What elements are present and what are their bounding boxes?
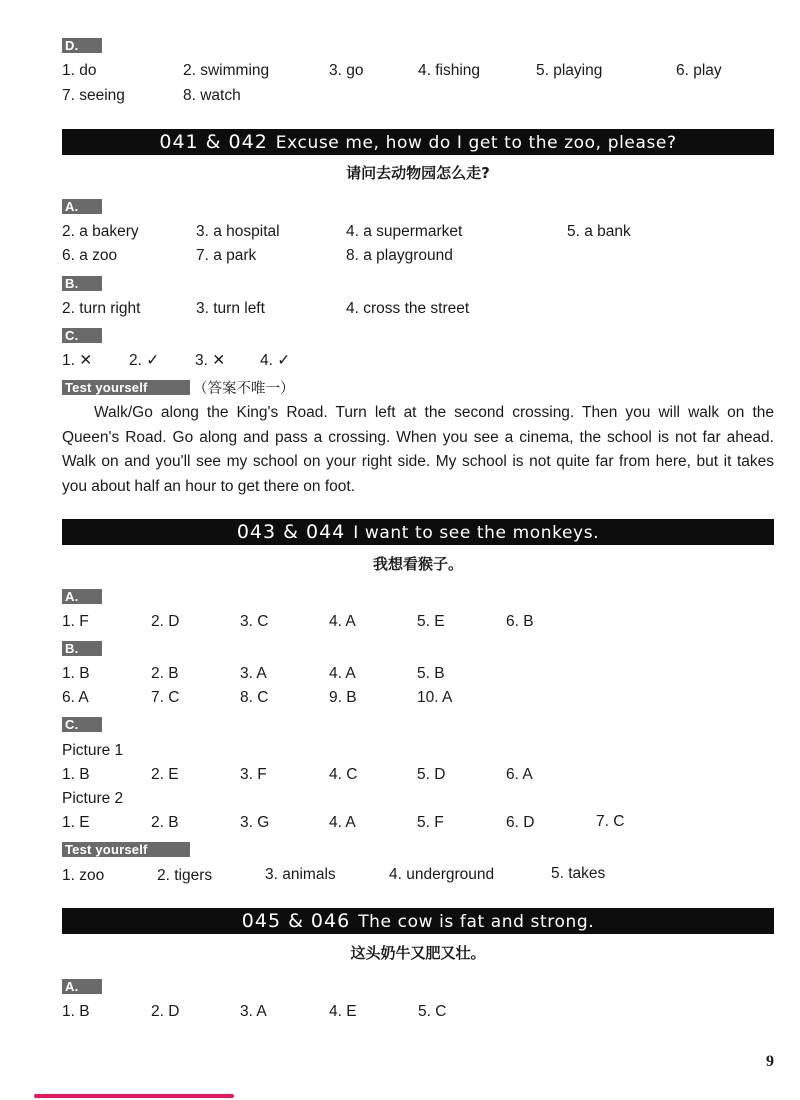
answer-item: 4. E bbox=[329, 1003, 357, 1020]
test-yourself-tag: Test yourself bbox=[62, 380, 190, 395]
answer-item: 2. B bbox=[151, 665, 179, 682]
answer-item: 6. A bbox=[506, 766, 533, 783]
unit-code: 041 & 042 bbox=[159, 131, 268, 153]
section-b-tag: B. bbox=[62, 276, 102, 291]
answer-item: 8. watch bbox=[183, 87, 241, 104]
unit-subtitle: 我想看猴子。 bbox=[372, 555, 463, 573]
answer-item: 4. underground bbox=[389, 866, 495, 883]
unit-subtitle: 请问去动物园怎么走? bbox=[346, 164, 490, 182]
answer-item: 3. animals bbox=[265, 866, 336, 883]
unit-header-041-042 bbox=[62, 129, 774, 155]
answer-item: 2. E bbox=[151, 766, 179, 783]
answer-item: 6. A bbox=[62, 689, 89, 706]
answer-item: 5. F bbox=[417, 814, 444, 831]
answer-item: 1. zoo bbox=[62, 867, 105, 884]
answer-item: 5. playing bbox=[536, 62, 603, 79]
answer-item: 4. A bbox=[329, 613, 356, 630]
answer-item: 4. C bbox=[329, 766, 358, 783]
answer-item: 7. C bbox=[151, 689, 180, 706]
answer-item: 2. a bakery bbox=[62, 223, 139, 240]
page-number: 9 bbox=[766, 1053, 774, 1070]
answer-item: 4. a supermarket bbox=[346, 223, 463, 240]
answer-item: 2. B bbox=[151, 814, 179, 831]
answer-note: （答案不唯一） bbox=[193, 381, 295, 397]
test-yourself-tag: Test yourself bbox=[62, 842, 190, 857]
answer-item: 1. B bbox=[62, 1003, 90, 1020]
answer-item: 2. ✓ bbox=[129, 352, 160, 369]
answer-item: 3. a hospital bbox=[196, 223, 280, 240]
answer-item: 8. C bbox=[240, 689, 269, 706]
answer-item: 10. A bbox=[417, 689, 453, 706]
answer-item: 4. fishing bbox=[418, 62, 481, 79]
answer-item: 1. ✕ bbox=[62, 352, 93, 369]
answer-item: 3. G bbox=[240, 814, 270, 831]
answer-item: 1. do bbox=[62, 62, 97, 79]
answer-item: 1. E bbox=[62, 814, 90, 831]
answer-item: 2. D bbox=[151, 1003, 180, 1020]
answer-item: 1. B bbox=[62, 665, 90, 682]
answer-item: 4. ✓ bbox=[260, 352, 291, 369]
answer-item: 1. F bbox=[62, 613, 89, 630]
unit-header-043-044 bbox=[62, 519, 774, 545]
unit-code: 045 & 046 bbox=[241, 910, 351, 932]
answer-item: 7. C bbox=[596, 813, 625, 830]
answer-item: 5. B bbox=[417, 665, 445, 682]
section-a-tag: A. bbox=[62, 979, 102, 994]
answer-item: 1. B bbox=[62, 766, 90, 783]
answer-item: 2. turn right bbox=[62, 300, 141, 317]
answer-item: 4. A bbox=[329, 814, 356, 831]
answer-item: 4. A bbox=[329, 665, 356, 682]
decorative-line bbox=[34, 1094, 234, 1098]
answer-item: 6. B bbox=[506, 613, 534, 630]
answer-item: 3. A bbox=[240, 665, 267, 682]
answer-item: 3. go bbox=[329, 62, 364, 79]
unit-subtitle: 这头奶牛又肥又壮。 bbox=[350, 944, 486, 962]
answer-item: 5. a bank bbox=[567, 223, 631, 240]
sample-paragraph: Walk/Go along the King's Road. Turn left at the second crossing. Then you will walk on the Queen's Road. Go along and pass a crossing. When you see a cinema, the school is not far ahead. Walk on and you'll see my school on your right side. My school is not quite far from here, but it takes you about half an hour to get there on foot. bbox=[62, 404, 774, 495]
answer-item: 2. D bbox=[151, 613, 180, 630]
unit-code: 043 & 044 bbox=[236, 521, 346, 543]
answer-item: 7. a park bbox=[196, 247, 257, 264]
answer-item: 5. takes bbox=[551, 865, 606, 882]
section-c-tag: C. bbox=[62, 717, 102, 732]
answer-item: 3. C bbox=[240, 613, 269, 630]
answer-item: 2. tigers bbox=[157, 867, 213, 884]
answer-item: 9. B bbox=[329, 689, 357, 706]
answer-item: 5. E bbox=[417, 613, 445, 630]
picture-label: Picture 1 bbox=[62, 742, 124, 759]
unit-title: Excuse me, how do I get to the zoo, please? bbox=[275, 133, 677, 153]
answer-item: 8. a playground bbox=[346, 247, 453, 264]
answer-item: 6. a zoo bbox=[62, 247, 118, 264]
section-a-tag: A. bbox=[62, 199, 102, 214]
answer-item: 5. D bbox=[417, 766, 446, 783]
section-a-tag: A. bbox=[62, 589, 102, 604]
answer-item: 5. C bbox=[418, 1003, 447, 1020]
answer-item: 3. A bbox=[240, 1003, 267, 1020]
unit-title: The cow is fat and strong. bbox=[358, 912, 595, 932]
answer-item: 3. F bbox=[240, 766, 267, 783]
unit-title: I want to see the monkeys. bbox=[353, 523, 600, 543]
answer-item: 2. swimming bbox=[183, 62, 270, 79]
section-b-tag: B. bbox=[62, 641, 102, 656]
answer-item: 3. turn left bbox=[196, 300, 265, 317]
section-d-tag: D. bbox=[62, 38, 102, 53]
answer-item: 7. seeing bbox=[62, 87, 125, 104]
unit-header-045-046 bbox=[62, 908, 774, 934]
answer-item: 6. play bbox=[676, 62, 722, 79]
picture-label: Picture 2 bbox=[62, 790, 124, 807]
answer-item: 6. D bbox=[506, 814, 535, 831]
answer-item: 3. ✕ bbox=[195, 352, 226, 369]
section-c-tag: C. bbox=[62, 328, 102, 343]
answer-item: 4. cross the street bbox=[346, 300, 470, 317]
